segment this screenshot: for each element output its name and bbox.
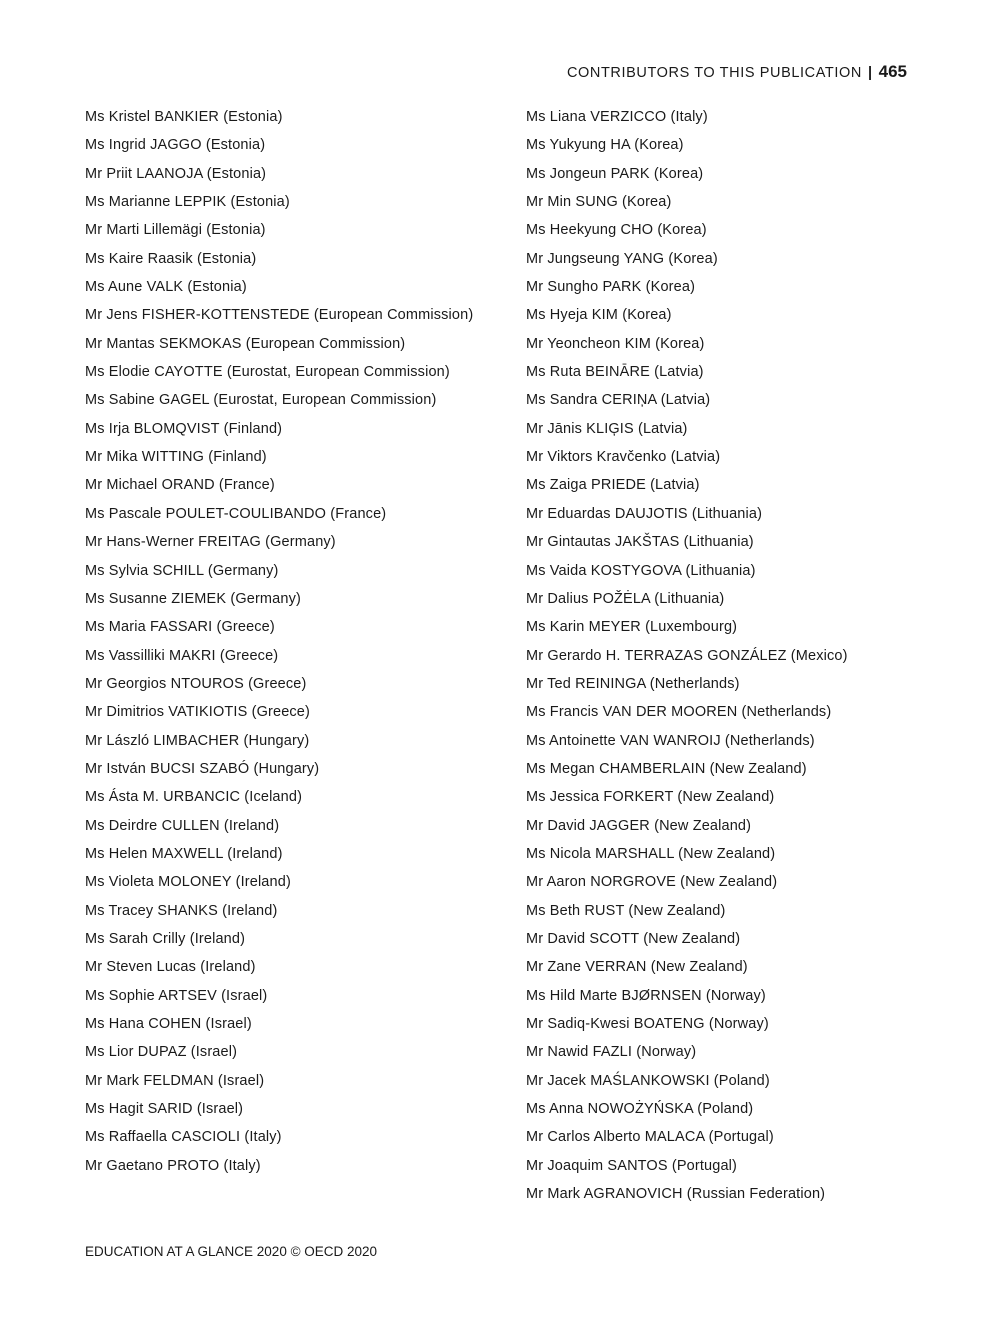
contributor-entry: Mr Mark FELDMAN (Israel)	[85, 1072, 265, 1089]
contributor-entry: Mr Jacek MAŚLANKOWSKI (Poland)	[526, 1072, 770, 1089]
contributor-entry: Ms Nicola MARSHALL (New Zealand)	[526, 845, 776, 862]
contributor-entry: Ms Sabine GAGEL (Eurostat, European Commission)	[85, 392, 437, 409]
contributor-entry: Mr Ted REININGA (Netherlands)	[526, 675, 740, 692]
contributor-entry: Mr Viktors Kravčenko (Latvia)	[526, 449, 721, 466]
contributor-entry: Mr Sungho PARK (Korea)	[526, 279, 696, 296]
header-separator: |	[867, 65, 873, 81]
contributor-entry: Mr Zane VERRAN (New Zealand)	[526, 959, 748, 976]
contributor-entry: Mr David SCOTT (New Zealand)	[526, 930, 741, 947]
contributor-entry: Mr Sadiq-Kwesi BOATENG (Norway)	[526, 1016, 769, 1032]
contributor-entry: Mr Mark AGRANOVICH (Russian Federation)	[526, 1186, 826, 1203]
contributor-entry: Ms Liana VERZICCO (Italy)	[526, 109, 708, 125]
contributor-entry: Ms Karin MEYER (Luxembourg)	[526, 619, 738, 636]
contributor-entry: Ms Antoinette VAN WANROIJ (Netherlands)	[526, 732, 815, 749]
contributor-entry: Ms Megan CHAMBERLAIN (New Zealand)	[526, 760, 807, 777]
contributor-entry: Mr Yeoncheon KIM (Korea)	[526, 335, 705, 352]
contributor-entry: Ms Lior DUPAZ (Israel)	[85, 1044, 238, 1061]
contributor-entry: Mr Dimitrios VATIKIOTIS (Greece)	[85, 704, 310, 721]
contributors-right-column	[526, 108, 916, 1213]
contributor-entry: Ms Helen MAXWELL (Ireland)	[85, 845, 283, 862]
contributor-entry: Ms Maria FASSARI (Greece)	[85, 619, 275, 636]
contributor-entry: Ms Jessica FORKERT (New Zealand)	[526, 789, 775, 806]
contributor-entry: Ms Marianne LEPPIK (Estonia)	[85, 194, 290, 211]
page-footer: EDUCATION AT A GLANCE 2020 © OECD 2020	[85, 1244, 378, 1259]
page-number: 465	[878, 62, 907, 81]
contributor-entry: Ms Hild Marte BJØRNSEN (Norway)	[526, 987, 766, 1004]
contributor-entry: Ms Jongeun PARK (Korea)	[526, 165, 704, 182]
contributor-entry: Mr Priit LAANOJA (Estonia)	[85, 165, 267, 182]
contributor-entry: Ms Vaida KOSTYGOVA (Lithuania)	[526, 562, 756, 579]
contributor-entry: Mr Jungseung YANG (Korea)	[526, 250, 718, 267]
contributor-entry: Ms Violeta MOLONEY (Ireland)	[85, 874, 291, 891]
contributor-entry: Ms Beth RUST (New Zealand)	[526, 902, 726, 919]
contributors-left-column	[85, 108, 475, 1185]
contributor-entry: Ms Kristel BANKIER (Estonia)	[85, 109, 283, 125]
contributor-entry: Ms Elodie CAYOTTE (Eurostat, European Commission)	[85, 364, 450, 381]
section-title: CONTRIBUTORS TO THIS PUBLICATION	[566, 65, 862, 81]
contributor-entry: Ms Deirdre CULLEN (Ireland)	[85, 817, 280, 834]
contributor-entry: Mr Gerardo H. TERRAZAS GONZÁLEZ (Mexico)	[526, 647, 848, 664]
contributor-entry: Ms Raffaella CASCIOLI (Italy)	[85, 1129, 282, 1146]
contributor-entry: Mr Hans-Werner FREITAG (Germany)	[85, 534, 336, 551]
contributor-entry: Mr Gaetano PROTO (Italy)	[85, 1157, 261, 1174]
contributor-entry: Ms Susanne ZIEMEK (Germany)	[85, 590, 301, 607]
contributor-entry: Ms Hagit SARID (Israel)	[85, 1101, 244, 1118]
contributor-entry: Ms Irja BLOMQVIST (Finland)	[85, 420, 283, 437]
running-header	[567, 62, 907, 82]
contributor-entry: Ms Ásta M. URBANCIC (Iceland)	[85, 789, 303, 806]
contributor-entry: Ms Ruta BEINĀRE (Latvia)	[526, 364, 704, 381]
contributor-entry: Ms Hana COHEN (Israel)	[85, 1016, 252, 1032]
contributor-entry: Mr Nawid FAZLI (Norway)	[526, 1044, 697, 1061]
contributor-entry: Mr Aaron NORGROVE (New Zealand)	[526, 874, 778, 891]
contributor-entry: Mr Marti Lillemägi (Estonia)	[85, 222, 266, 239]
contributor-entry: Ms Tracey SHANKS (Ireland)	[85, 902, 278, 919]
contributor-entry: Mr Michael ORAND (France)	[85, 477, 275, 494]
contributor-entry: Mr Jānis KLIĢIS (Latvia)	[526, 420, 688, 437]
contributor-entry: Mr Carlos Alberto MALACA (Portugal)	[526, 1129, 774, 1146]
contributor-entry: Ms Kaire Raasik (Estonia)	[85, 250, 257, 267]
contributor-entry: Mr Georgios NTOUROS (Greece)	[85, 675, 307, 692]
contributor-entry: Ms Francis VAN DER MOOREN (Netherlands)	[526, 704, 832, 721]
contributor-entry: Ms Sarah Crilly (Ireland)	[85, 930, 246, 947]
contributor-entry: Ms Sandra CERIŅA (Latvia)	[526, 392, 711, 409]
contributor-entry: Mr David JAGGER (New Zealand)	[526, 817, 752, 834]
contributor-entry: Mr Mantas SEKMOKAS (European Commission)	[85, 335, 406, 352]
contributor-entry: Ms Sylvia SCHILL (Germany)	[85, 562, 279, 579]
contributor-entry: Ms Sophie ARTSEV (Israel)	[85, 987, 268, 1004]
contributor-entry: Mr Jens FISHER-KOTTENSTEDE (European Commission)	[85, 307, 474, 324]
contributor-entry: Mr László LIMBACHER (Hungary)	[85, 732, 310, 749]
contributor-entry: Ms Anna NOWOŻYŃSKA (Poland)	[526, 1101, 754, 1118]
contributor-entry: Mr Min SUNG (Korea)	[526, 194, 672, 211]
contributor-entry: Ms Hyeja KIM (Korea)	[526, 307, 672, 324]
contributor-entry: Ms Ingrid JAGGO (Estonia)	[85, 137, 266, 154]
contributor-entry: Mr Gintautas JAKŠTAS (Lithuania)	[526, 534, 754, 551]
contributor-entry: Ms Zaiga PRIEDE (Latvia)	[526, 477, 700, 494]
contributor-entry: Mr István BUCSI SZABÓ (Hungary)	[85, 760, 320, 777]
contributor-entry: Ms Heekyung CHO (Korea)	[526, 222, 707, 239]
contributor-entry: Ms Pascale POULET-COULIBANDO (France)	[85, 505, 387, 522]
contributor-entry: Ms Yukyung HA (Korea)	[526, 137, 684, 154]
contributor-entry: Mr Dalius POŽĖLA (Lithuania)	[526, 590, 725, 607]
contributor-entry: Mr Steven Lucas (Ireland)	[85, 959, 256, 976]
contributor-entry: Ms Vassilliki MAKRI (Greece)	[85, 647, 279, 664]
contributor-entry: Mr Mika WITTING (Finland)	[85, 449, 267, 466]
contributor-entry: Mr Eduardas DAUJOTIS (Lithuania)	[526, 505, 763, 522]
contributor-entry: Mr Joaquim SANTOS (Portugal)	[526, 1157, 738, 1174]
contributor-entry: Ms Aune VALK (Estonia)	[85, 279, 247, 296]
